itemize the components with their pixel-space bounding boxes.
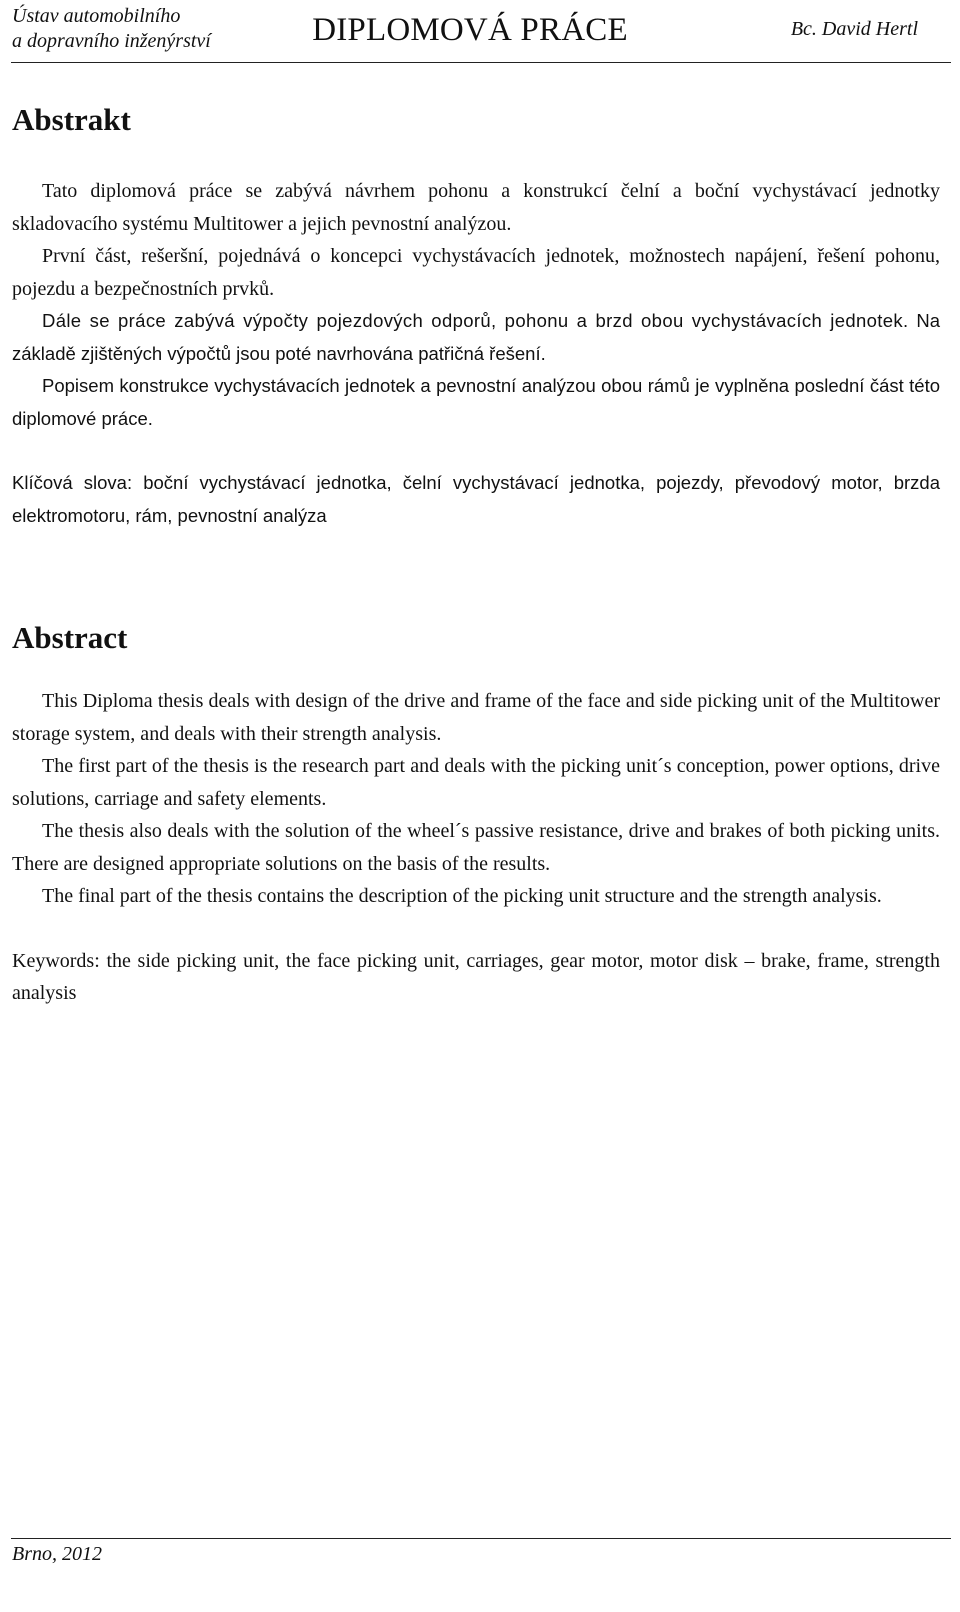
abstract-keywords: Keywords: the side picking unit, the face picking unit, carriages, gear motor, motor disk – brake, frame, strength analysis <box>12 949 940 1004</box>
abstrakt-paragraph-3-part-1: Dále se práce zabývá výpočty pojezdových odporů, pohonu a brzd obou vychystávacích jednotek. <box>42 310 909 331</box>
abstract-heading: Abstract <box>12 620 128 655</box>
institute-line-1: Ústav automobilního <box>12 5 181 27</box>
abstract-paragraph-4: The final part of the thesis contains the description of the picking unit structure and the strength analysis. <box>42 885 882 907</box>
abstrakt-paragraph-3 <box>12 305 940 370</box>
page-content <box>12 100 940 1010</box>
abstrakt-paragraph-1: Tato diplomová práce se zabývá návrhem pohonu a konstrukcí čelní a boční vychystávací jednotky skladovacího systému Multitower a jejich pevnostní analýzou. <box>12 180 940 235</box>
abstrakt-heading: Abstrakt <box>12 102 131 137</box>
abstrakt-paragraph-3-part-2: Na základě zjištěných výpočtů jsou poté navrhována patřičná řešení. <box>12 310 940 364</box>
institute-name <box>12 4 211 54</box>
abstrakt-paragraph-4: Popisem konstrukce vychystávacích jednotek a pevnostní analýzou obou rámů je vyplněna poslední část této diplomové práce. <box>12 375 940 429</box>
institute-line-2: a dopravního inženýrství <box>12 30 211 52</box>
abstract-paragraph-1: This Diploma thesis deals with design of the drive and frame of the face and side picking unit of the Multitower storage system, and deals with their strength analysis. <box>12 690 940 745</box>
footer-place-year: Brno, 2012 <box>12 1543 102 1565</box>
document-type-title: DIPLOMOVÁ PRÁCE <box>312 12 628 48</box>
abstract-paragraph-3: The thesis also deals with the solution of the wheel´s passive resistance, drive and brakes of both picking units. There are designed appropriate solutions on the basis of the results. <box>12 820 940 875</box>
abstrakt-keywords: Klíčová slova: boční vychystávací jednotka, čelní vychystávací jednotka, pojezdy, převodový motor, brzda elektromotoru, rám, pevnostní analýza <box>12 472 940 526</box>
page-header <box>0 0 960 62</box>
abstrakt-paragraph-2: První část, rešeršní, pojednává o koncepci vychystávacích jednotek, možnostech napájení, řešení pohonu, pojezdu a bezpečnostních prvků. <box>12 245 940 300</box>
abstract-paragraph-2: The first part of the thesis is the research part and deals with the picking unit´s conception, power options, drive solutions, carriage and safety elements. <box>12 755 940 810</box>
footer-divider <box>11 1538 951 1539</box>
page-footer <box>0 1538 960 1612</box>
header-divider <box>11 62 951 63</box>
author-name: Bc. David Hertl <box>790 18 918 40</box>
